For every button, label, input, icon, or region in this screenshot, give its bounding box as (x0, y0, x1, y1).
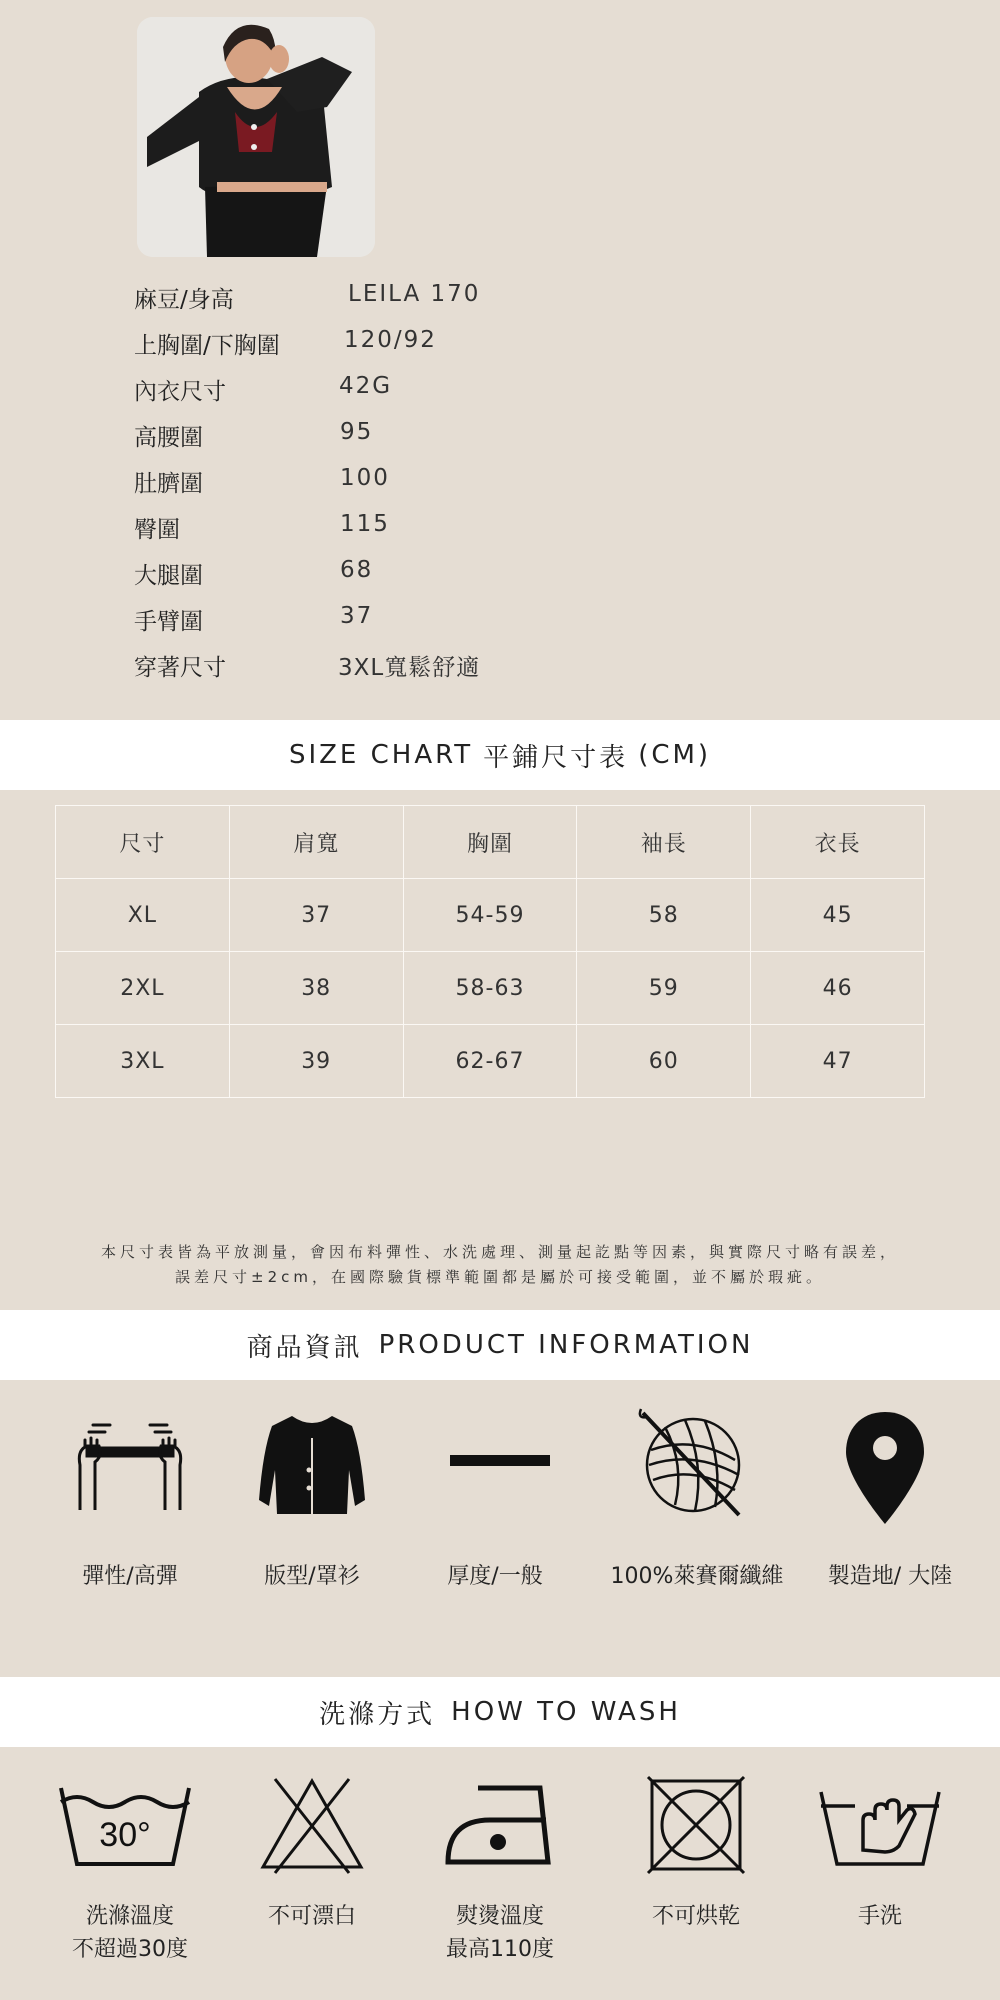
measurement-label: 大腿圍 (134, 563, 203, 589)
product-info-label: 100%萊賽爾纖維 (610, 1564, 784, 1589)
product-info-label: 厚度/一般 (447, 1564, 543, 1589)
size-chart-unit: (CM) (638, 740, 712, 770)
wash-label-line: 洗滌溫度 (85, 1904, 174, 1929)
measurement-value: 100 (340, 465, 390, 491)
product-info-label: 製造地/ 大陸 (827, 1564, 953, 1589)
table-header-row (56, 806, 925, 879)
table-cell: 3XL (56, 1025, 230, 1098)
table-header-cell: 衣長 (751, 806, 925, 879)
measurement-row (134, 327, 634, 367)
wash-title-zh: 洗滌方式 (319, 1699, 436, 1730)
wash-label (212, 1900, 412, 1933)
table-row (56, 879, 925, 952)
measurement-value: 115 (340, 511, 390, 537)
wash-label (400, 1900, 600, 1966)
measurement-row (134, 281, 634, 321)
model-photo (137, 17, 375, 257)
table-cell: 39 (229, 1025, 403, 1098)
measurement-row (134, 465, 634, 505)
measurement-value: 95 (340, 419, 374, 445)
wash-label-line: 不超過30度 (72, 1937, 188, 1962)
measurement-value: 37 (340, 603, 374, 629)
measurement-row (134, 603, 634, 643)
table-cell: 46 (751, 952, 925, 1025)
no-tumble-dry-icon (606, 1775, 786, 1875)
table-cell: 47 (751, 1025, 925, 1098)
hand-wash-icon (790, 1780, 970, 1870)
table-row (56, 1025, 925, 1098)
measurement-label: 麻豆/身高 (134, 287, 234, 313)
measurement-row (134, 649, 634, 689)
table-cell: 58 (577, 879, 751, 952)
measurement-label: 肚臍圍 (134, 471, 203, 497)
measurement-value: 42G (339, 373, 393, 399)
measurement-label: 內衣尺寸 (134, 379, 226, 405)
wash-label-line: 熨燙溫度 (455, 1904, 544, 1929)
yarn-ball-icon (605, 1405, 785, 1525)
wash-label-line: 不可漂白 (267, 1904, 356, 1929)
table-cell: 60 (577, 1025, 751, 1098)
measurement-label: 臀圍 (134, 517, 180, 543)
table-cell: 62-67 (403, 1025, 577, 1098)
measurement-value: 68 (340, 557, 374, 583)
product-info-title-en: PRODUCT INFORMATION (378, 1330, 754, 1360)
size-chart-header (0, 720, 1000, 790)
table-cell: 58-63 (403, 952, 577, 1025)
wash-label (30, 1900, 230, 1966)
wash-label-line: 不可烘乾 (651, 1904, 740, 1929)
wash-30-icon (45, 1780, 205, 1870)
size-chart-title-en: SIZE CHART (288, 740, 474, 770)
iron-icon (410, 1780, 590, 1870)
wash-label-line: 手洗 (857, 1904, 902, 1929)
measurement-label: 穿著尺寸 (134, 655, 226, 681)
product-info-label: 彈性/高彈 (82, 1564, 178, 1589)
stretch-hands-icon (40, 1410, 220, 1510)
cardigan-icon (222, 1410, 402, 1520)
measurement-note (20, 1240, 980, 1290)
wash-label-line: 最高110度 (446, 1937, 554, 1962)
measurement-value: LEILA 170 (348, 281, 481, 307)
measurement-row (134, 511, 634, 551)
measurement-note-line: 本尺寸表皆為平放測量，會因布料彈性、水洗處理、測量起訖點等因素，與實際尺寸略有誤差， (100, 1243, 899, 1261)
measurement-value: 120/92 (344, 327, 437, 353)
measurement-row (134, 557, 634, 597)
table-cell: 59 (577, 952, 751, 1025)
table-cell: XL (56, 879, 230, 952)
table-header-cell: 肩寬 (229, 806, 403, 879)
table-row (56, 952, 925, 1025)
table-cell: 38 (229, 952, 403, 1025)
size-chart-table (55, 805, 925, 1098)
thickness-line-icon (410, 1410, 590, 1510)
measurement-label: 高腰圍 (134, 425, 203, 451)
table-header-cell: 胸圍 (403, 806, 577, 879)
wash-temp-badge: 30° (99, 1816, 151, 1854)
wash-header (0, 1677, 1000, 1747)
measurement-row (134, 373, 634, 413)
measurement-row (134, 419, 634, 459)
product-info-label: 版型/罩衫 (264, 1564, 360, 1589)
size-chart-title-zh: 平鋪尺寸表 (483, 742, 629, 773)
wash-title-en: HOW TO WASH (451, 1697, 681, 1727)
table-cell: 45 (751, 879, 925, 952)
measurement-value: 3XL寬鬆舒適 (338, 655, 481, 681)
measurement-note-line: 誤差尺寸±2cm，在國際驗貨標準範圍都是屬於可接受範圍，並不屬於瑕疵。 (175, 1268, 825, 1286)
table-cell: 37 (229, 879, 403, 952)
wash-label (596, 1900, 796, 1933)
table-header-cell: 尺寸 (56, 806, 230, 879)
table-header-cell: 袖長 (577, 806, 751, 879)
location-pin-icon (795, 1408, 975, 1528)
product-info-header (0, 1310, 1000, 1380)
product-info-title-zh: 商品資訊 (246, 1332, 363, 1363)
measurement-label: 手臂圍 (134, 609, 203, 635)
measurement-label: 上胸圍/下胸圍 (134, 333, 280, 359)
no-bleach-icon (222, 1775, 402, 1875)
table-cell: 54-59 (403, 879, 577, 952)
table-cell: 2XL (56, 952, 230, 1025)
wash-label (780, 1900, 980, 1933)
